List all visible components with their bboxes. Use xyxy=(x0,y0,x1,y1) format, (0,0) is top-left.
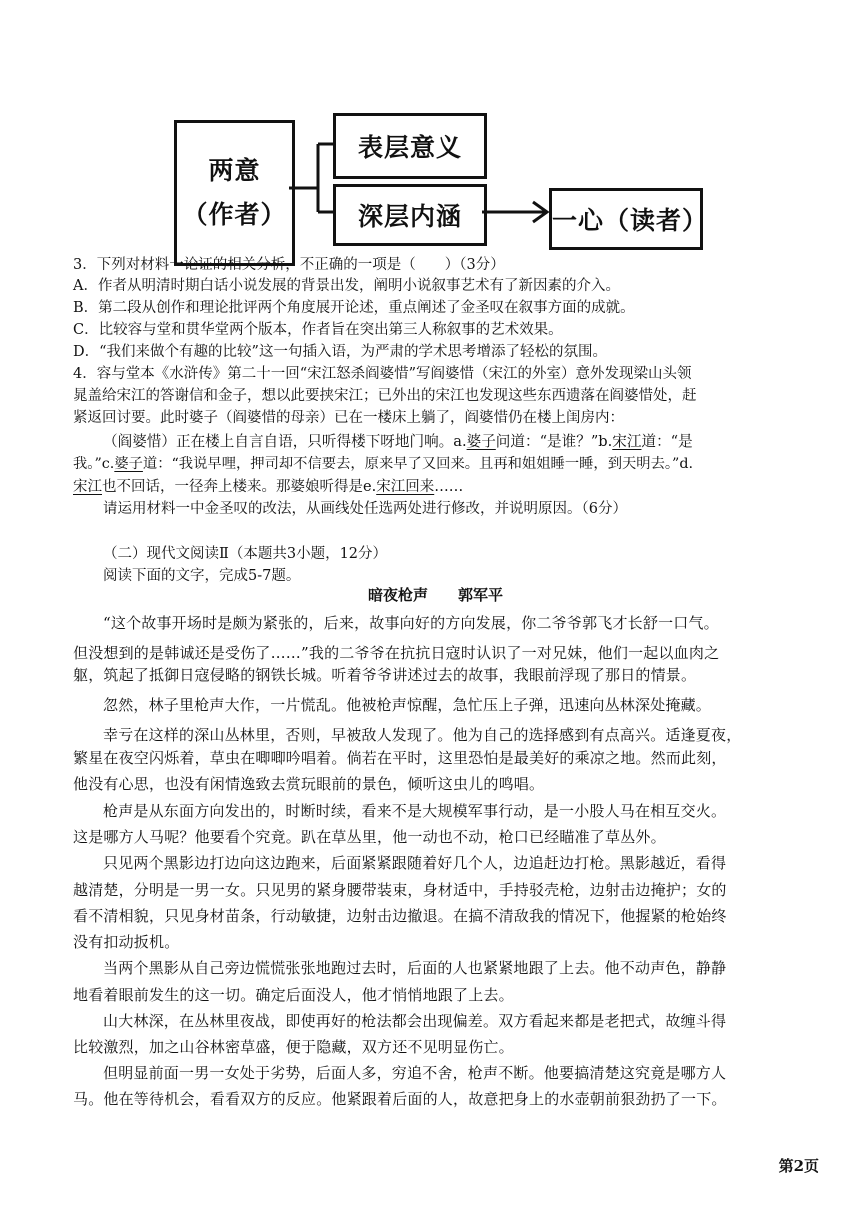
article-line: 当两个黑影从自己旁边慌慌张张地跑过去时，后面的人也紧紧地跟了上去。他不动声色，静静 xyxy=(103,959,727,977)
diagram-box-deep-meaning: 深层内涵 xyxy=(333,184,487,246)
q3-option-d: D．“我们来做个有趣的比较”这一句插入语，为严肃的学术思考增添了轻松的氛围。 xyxy=(73,344,607,360)
article-line: 枪声是从东面方向发出的，时断时续，看来不是大规模军事行动，是一小股人马在相互交火。 xyxy=(103,802,727,820)
q3-option-a: A．作者从明清时期白话小说发展的背景出发，阐明小说叙事艺术有了新因素的介入。 xyxy=(73,278,620,294)
q3-option-b: B．第二段从创作和理论批评两个角度展开论述，重点阐述了金圣叹在叙事方面的成就。 xyxy=(73,300,635,316)
article-line: 马。他在等待机会，看看双方的反应。他紧跟着后面的人，故意把身上的水壶朝前狠劲扔了一下。 xyxy=(73,1090,727,1108)
article-line: 他没有心思，也没有闲情逸致去赏玩眼前的景色，倾听这虫儿的鸣唱。 xyxy=(73,775,545,793)
page-number: 第2页 xyxy=(778,1157,819,1175)
q4-line-1: 4．容与堂本《水浒传》第二十一回“宋江怒杀阎婆惜”写阎婆惜（宋江的外室）意外发现梁山头领 xyxy=(73,366,692,382)
underlined-c: 婆子 xyxy=(114,456,143,472)
article-title: 暗夜枪声 郭军平 xyxy=(368,586,504,604)
article-line: 没有扣动扳机。 xyxy=(73,933,180,951)
article-line: “这个故事开场时是颇为紧张的，后来，故事向好的方向发展，你二爷爷郭飞才长舒一口气。 xyxy=(103,614,719,632)
q3-option-c: C．比较容与堂和贯华堂两个版本，作者旨在突出第三人称叙事的艺术效果。 xyxy=(73,322,563,338)
excerpt-text: 问道：“是谁？”b. xyxy=(495,433,613,450)
article-line: 看不清相貌，只见身材苗条，行动敏捷，边射击边撤退。在搞不清敌我的情况下，他握紧的枪始终 xyxy=(73,907,727,925)
article-line: 忽然，林子里枪声大作，一片慌乱。他被枪声惊醒，急忙压上子弹，迅速向丛林深处掩藏。 xyxy=(103,696,712,714)
excerpt-text: …… xyxy=(434,479,464,495)
q4-instruction: 请运用材料一中金圣叹的改法，从画线处任选两处进行修改，并说明原因。（6分） xyxy=(103,501,627,517)
q4-excerpt-line-1 xyxy=(103,432,693,451)
diagram-box-author-line1: 两意 xyxy=(208,156,261,185)
diagram-box-surface-meaning: 表层意义 xyxy=(333,113,487,179)
section2-intro: 阅读下面的文字，完成5-7题。 xyxy=(103,568,301,584)
q4-excerpt-line-3 xyxy=(73,478,463,497)
article-line: 但没想到的是韩诚还是受伤了……”我的二爷爷在抗抗日寇时认识了一对兄妹，他们一起以血肉之 xyxy=(73,644,720,662)
q4-line-2: 晁盖给宋江的答谢信和金子，想以此要挟宋江；已外出的宋江也发现这些东西遗落在阎婆惜处，赶 xyxy=(73,388,697,404)
article-line: 这是哪方人马呢？他要看个究竟。趴在草丛里，他一动也不动，枪口已经瞄准了草丛外。 xyxy=(73,828,666,846)
q3-stem: 3．下列对材料一论证的相关分析，不正确的一项是（ ）（3分） xyxy=(73,257,505,273)
underlined-d: 宋江 xyxy=(73,479,102,495)
underlined-b: 宋江 xyxy=(612,433,642,450)
section2-header: （二）现代文阅读Ⅱ（本题共3小题，12分） xyxy=(103,546,388,562)
diagram-connectors xyxy=(0,0,867,260)
article-line: 幸亏在这样的深山丛林里，否则，早被敌人发现了。他为自己的选择感到有点高兴。适逢夏夜， xyxy=(103,726,742,744)
article-line: 但明显前面一男一女处于劣势，后面人多，穷追不舍，枪声不断。他要搞清楚这究竟是哪方人 xyxy=(103,1064,727,1082)
excerpt-text: 也不回话，一径奔上楼来。那婆娘听得是e. xyxy=(102,479,377,495)
article-line: 繁星在夜空闪烁着，草虫在唧唧吟唱着。倘若在平时，这里恐怕是最美好的乘凉之地。然而此刻， xyxy=(73,749,727,767)
article-line: 比较激烈，加之山谷林密草盛，便于隐藏，双方还不见明显伤亡。 xyxy=(73,1038,514,1056)
underlined-e: 宋江回来 xyxy=(376,479,435,495)
diagram-box-author-line2: （作者） xyxy=(182,200,287,229)
excerpt-text: 道：“是 xyxy=(641,433,693,450)
q4-excerpt-line-2 xyxy=(73,455,693,474)
q4-line-3: 紧返回讨要。此时婆子（阎婆惜的母亲）已在一楼床上躺了，阎婆惜仍在楼上闺房内： xyxy=(73,410,624,426)
article-line: 山大林深，在丛林里夜战，即使再好的枪法都会出现偏差。双方看起来都是老把式，故缠斗得 xyxy=(103,1012,727,1030)
article-line: 躯，筑起了抵御日寇侵略的钢铁长城。听着爷爷讲述过去的故事，我眼前浮现了那日的情景。 xyxy=(73,666,697,684)
excerpt-text: （阎婆惜）正在楼上自言自语，只听得楼下呀地门响。a. xyxy=(103,433,467,450)
underlined-a: 婆子 xyxy=(466,433,496,450)
excerpt-text: 道：“我说早哩，押司却不信要去，原来早了又回来。且再和姐姐睡一睡，到天明去。”d. xyxy=(142,456,694,472)
article-line: 越清楚，分明是一男一女。只见男的紧身腰带装束，身材适中，手持驳壳枪，边射击边掩护；女的 xyxy=(73,881,727,899)
excerpt-text: 我。”c. xyxy=(73,456,115,472)
article-line: 地看着眼前发生的这一切。确定后面没人，他才悄悄地跟了上去。 xyxy=(73,986,514,1004)
diagram-box-reader: 一心（读者） xyxy=(549,188,703,250)
article-line: 只见两个黑影边打边向这边跑来，后面紧紧跟随着好几个人，边追赶边打枪。黑影越近，看得 xyxy=(103,854,727,872)
